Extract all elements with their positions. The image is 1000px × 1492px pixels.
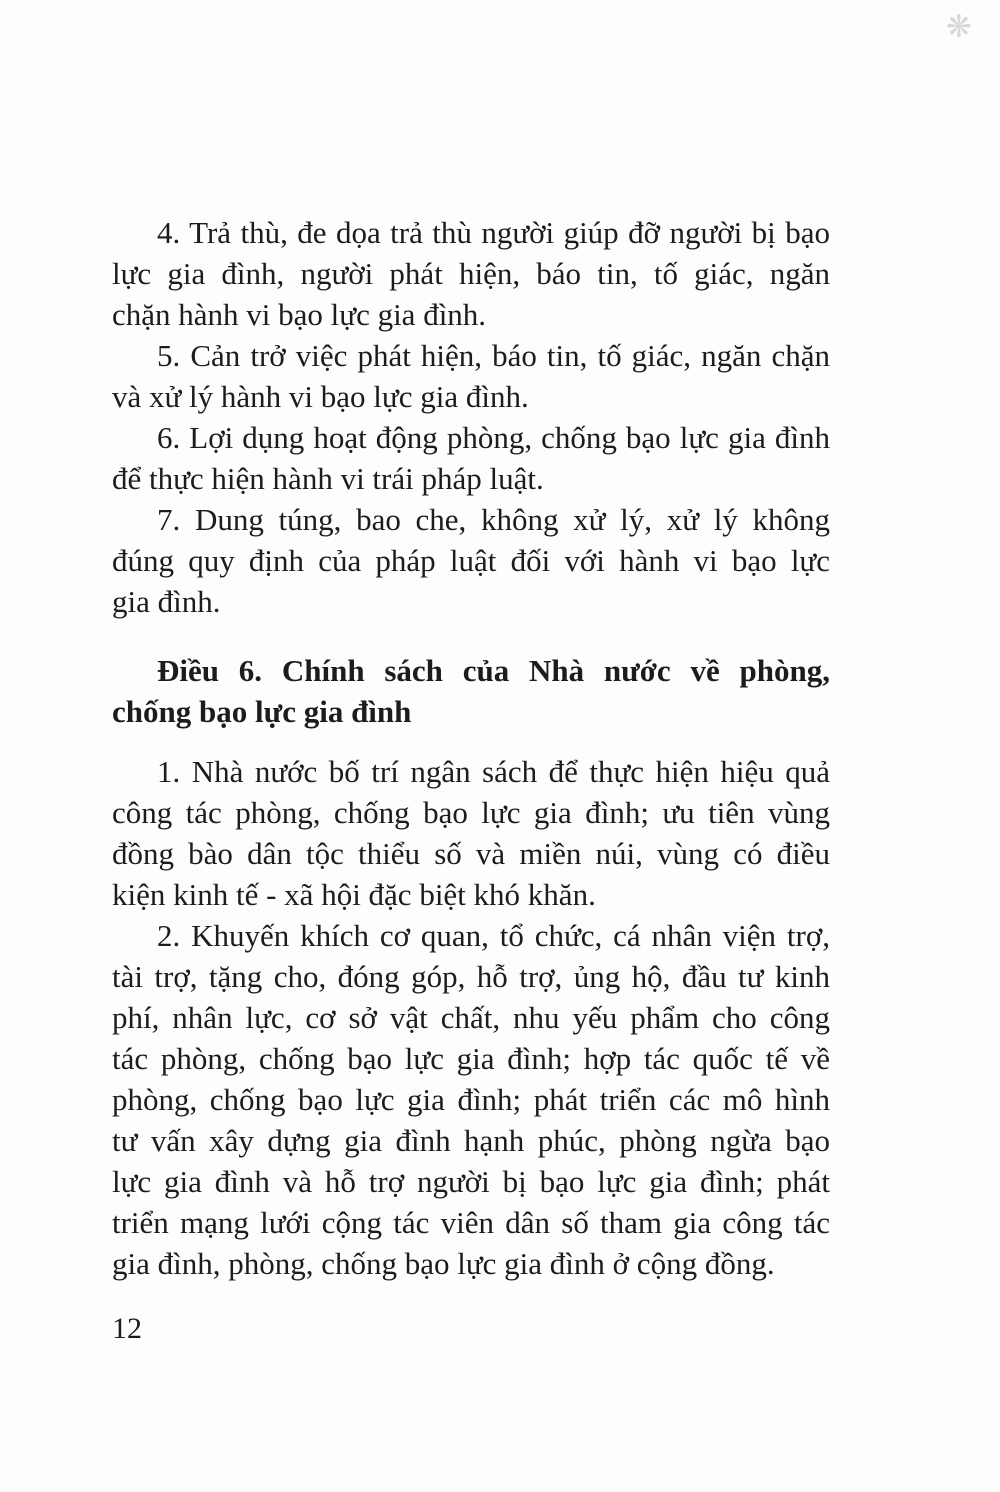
clause-7 [112, 499, 830, 622]
text-line: tác phòng, chống bạo lực gia đình; hợp tác quốc tế về [112, 1041, 830, 1076]
text-line: tài trợ, tặng cho, đóng góp, hỗ trợ, ủng hộ, đầu tư kinh [112, 959, 830, 994]
text-line: để thực hiện hành vi trái pháp luật. [112, 461, 544, 496]
text-line: 4. Trả thù, đe dọa trả thù người giúp đỡ người bị bạo [157, 215, 830, 250]
text-line: tư vấn xây dựng gia đình hạnh phúc, phòng ngừa bạo [112, 1123, 830, 1158]
text-line: Điều 6. Chính sách của Nhà nước về phòng, [157, 653, 830, 688]
text-line: đồng bào dân tộc thiểu số và miền núi, vùng có điều [112, 836, 830, 871]
clause-4 [112, 212, 830, 335]
text-line: gia đình. [112, 584, 221, 619]
asterisk-ornament-icon: ❋ [946, 9, 972, 45]
text-line: gia đình, phòng, chống bạo lực gia đình ở cộng đồng. [112, 1246, 775, 1281]
text-line: 1. Nhà nước bố trí ngân sách để thực hiện hiệu quả [157, 754, 830, 789]
text-line: 2. Khuyến khích cơ quan, tổ chức, cá nhân viện trợ, [157, 918, 830, 953]
text-line: chặn hành vi bạo lực gia đình. [112, 297, 487, 332]
text-line: lực gia đình và hỗ trợ người bị bạo lực gia đình; phát [112, 1164, 830, 1199]
text-line: 5. Cản trở việc phát hiện, báo tin, tố giác, ngăn chặn [157, 338, 830, 373]
article-6-heading [112, 650, 830, 732]
text-line: và xử lý hành vi bạo lực gia đình. [112, 379, 529, 414]
text-line: đúng quy định của pháp luật đối với hành vi bạo lực [112, 543, 830, 578]
text-line: chống bạo lực gia đình [112, 694, 412, 729]
text-line: kiện kinh tế - xã hội đặc biệt khó khăn. [112, 877, 596, 912]
text-line: lực gia đình, người phát hiện, báo tin, tố giác, ngăn [112, 256, 830, 291]
article-6-clause-1 [112, 751, 830, 915]
text-line: triển mạng lưới cộng tác viên dân số tham gia công tác [112, 1205, 830, 1240]
text-line: phòng, chống bạo lực gia đình; phát triển các mô hình [112, 1082, 830, 1117]
text-line: công tác phòng, chống bạo lực gia đình; ưu tiên vùng [112, 795, 830, 830]
page-text-column [112, 212, 830, 1349]
clause-6 [112, 417, 830, 499]
text-line: 7. Dung túng, bao che, không xử lý, xử lý không [157, 502, 830, 537]
text-line: phí, nhân lực, cơ sở vật chất, nhu yếu phẩm cho công [112, 1000, 830, 1035]
article-6-clause-2 [112, 915, 830, 1284]
text-blocks [112, 212, 830, 1284]
clause-5 [112, 335, 830, 417]
text-line: 6. Lợi dụng hoạt động phòng, chống bạo lực gia đình [157, 420, 830, 455]
page-number: 12 [112, 1312, 142, 1345]
